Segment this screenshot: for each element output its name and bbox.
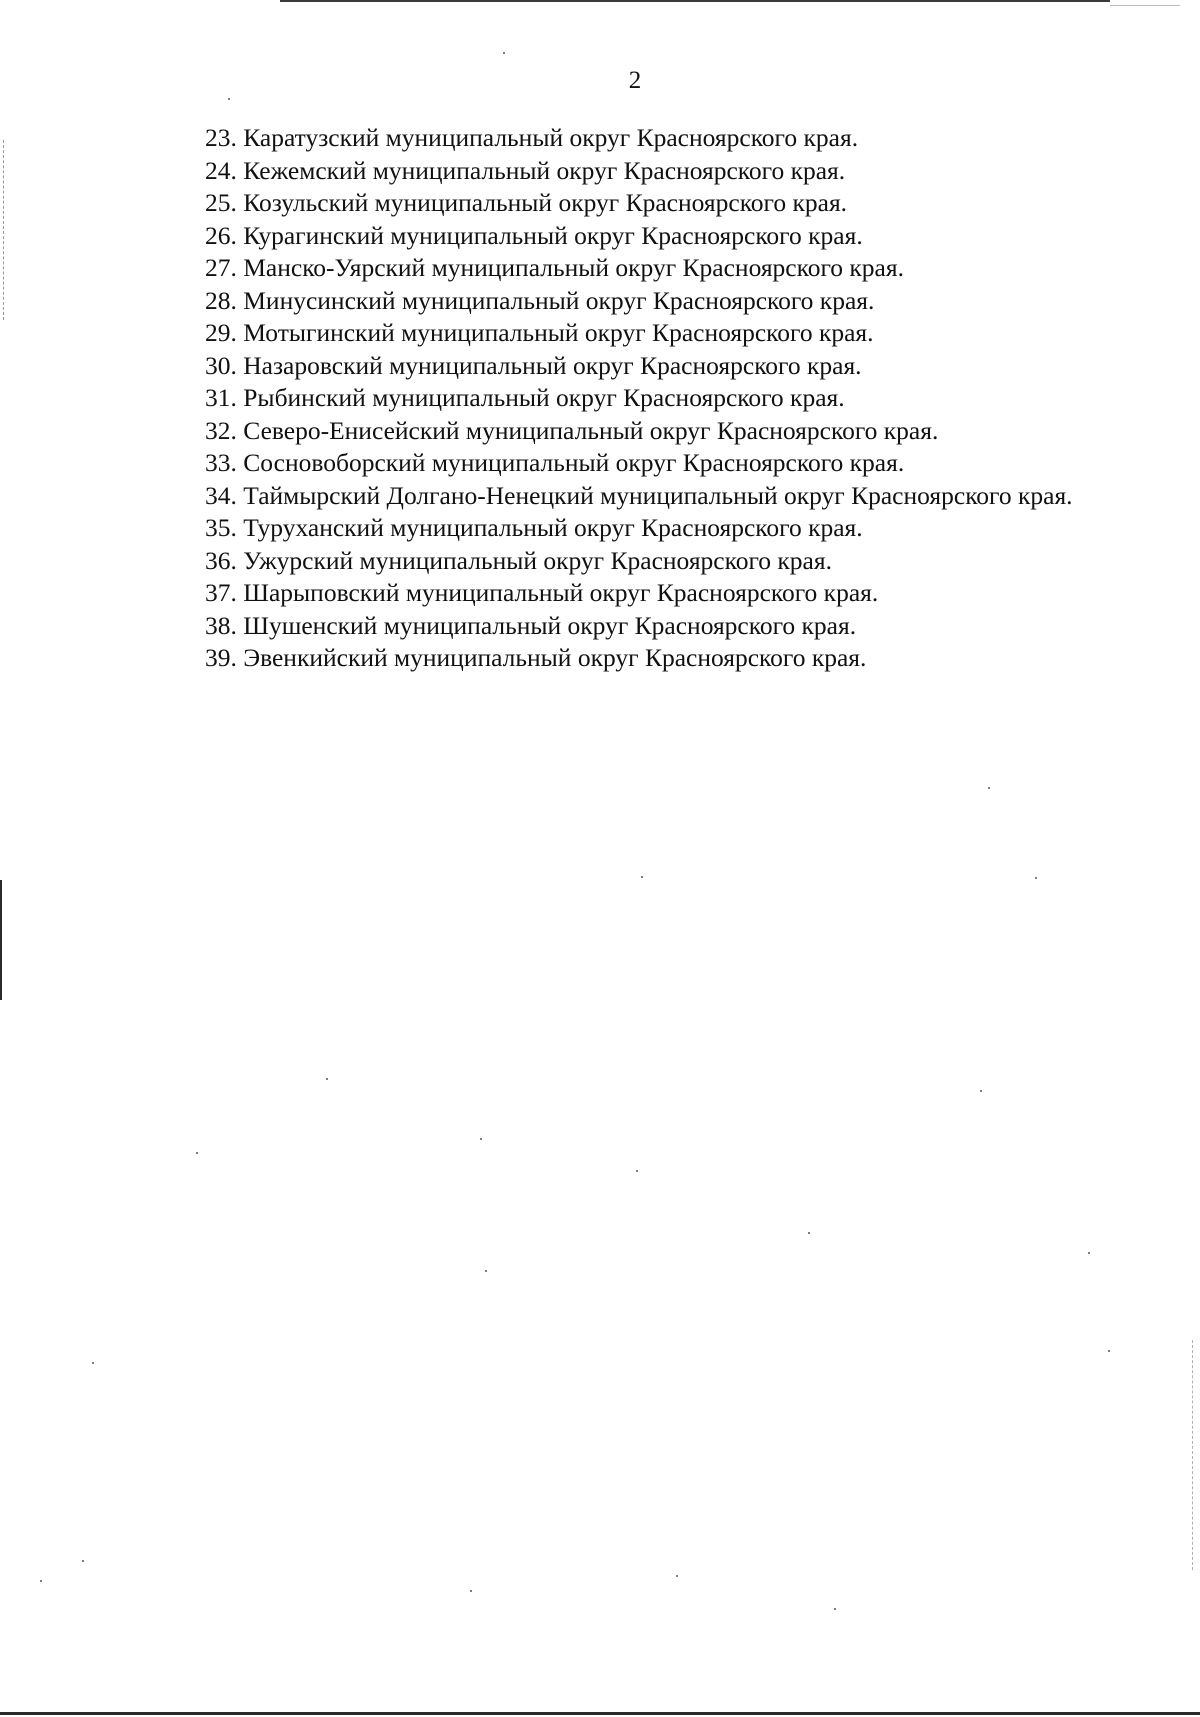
item-number: 24.	[205, 155, 237, 185]
item-number: 37.	[205, 578, 237, 607]
scan-top-rule-faint	[1110, 5, 1180, 6]
scan-speck	[834, 1608, 836, 1610]
scan-speck	[988, 787, 990, 789]
list-item	[128, 480, 1118, 513]
scan-speck	[40, 1580, 42, 1582]
item-number: 29.	[205, 318, 237, 347]
scan-speck	[82, 1560, 84, 1562]
scan-speck	[1035, 877, 1037, 879]
item-number: 30.	[205, 350, 237, 380]
item-text: Северо-Енисейский муниципальный округ Красноярского края.	[243, 415, 939, 445]
scan-speck	[196, 1152, 198, 1154]
item-number: 35.	[205, 513, 237, 542]
item-number: 32.	[205, 415, 237, 445]
item-text: Туруханский муниципальный округ Красноярского края.	[243, 513, 863, 542]
item-number: 27.	[205, 253, 237, 282]
item-number: 23.	[205, 123, 237, 152]
item-text: Шарыповский муниципальный округ Красноярского края.	[243, 578, 879, 607]
item-text: Каратузский муниципальный округ Красноярского края.	[243, 123, 859, 152]
scan-speck	[480, 1138, 482, 1140]
scan-top-rule	[280, 0, 1110, 2]
scan-speck	[641, 876, 643, 878]
list-item	[128, 122, 1118, 155]
item-number: 26.	[205, 220, 237, 250]
item-text: Ужурский муниципальный округ Красноярского края.	[243, 545, 832, 575]
item-text: Курагинский муниципальный округ Красноярского края.	[243, 220, 863, 250]
list-item	[128, 285, 1118, 318]
item-text: Таймырский Долгано-Ненецкий муниципальный округ Красноярского края.	[243, 480, 1073, 510]
scan-speck	[92, 1362, 94, 1364]
list-item	[128, 155, 1118, 188]
list-item	[128, 642, 1118, 675]
scan-speck	[326, 1078, 328, 1080]
list-item	[128, 545, 1118, 578]
page-number: 2	[628, 67, 642, 94]
scan-bottom-rule	[0, 1712, 1200, 1715]
list-item	[128, 317, 1118, 350]
item-number: 33.	[205, 448, 237, 477]
scan-left-edge	[0, 880, 2, 1000]
list-item	[128, 350, 1118, 383]
list-item	[128, 382, 1118, 415]
scan-speck	[808, 1232, 810, 1234]
list-item	[128, 220, 1118, 253]
item-number: 34.	[205, 480, 237, 510]
scan-speck	[980, 1090, 982, 1092]
item-text: Шушенский муниципальный округ Красноярского края.	[243, 610, 857, 640]
item-text: Кежемский муниципальный округ Красноярского края.	[243, 155, 846, 185]
scan-speck	[1088, 1252, 1090, 1254]
scan-right-edge-dashed	[1192, 1340, 1194, 1570]
list-item	[128, 187, 1118, 220]
scan-speck	[676, 1575, 678, 1577]
scan-speck	[1108, 1350, 1110, 1352]
list-item	[128, 577, 1118, 610]
list-item	[128, 610, 1118, 643]
scan-left-edge-dashed	[3, 140, 5, 320]
item-text: Манско-Уярский муниципальный округ Красноярского края.	[243, 253, 904, 282]
list-item	[128, 252, 1118, 285]
scan-speck	[228, 98, 230, 100]
list-item	[128, 447, 1118, 480]
item-text: Минусинский муниципальный округ Красноярского края.	[243, 285, 875, 315]
item-text: Назаровский муниципальный округ Красноярского края.	[243, 350, 862, 380]
list-item	[128, 512, 1118, 545]
scan-speck	[503, 52, 505, 54]
item-number: 36.	[205, 545, 237, 575]
scan-speck	[636, 1170, 638, 1172]
list-item	[128, 415, 1118, 448]
item-text: Эвенкийский муниципальный округ Красноярского края.	[243, 643, 867, 672]
item-text: Рыбинский муниципальный округ Красноярского края.	[243, 383, 845, 412]
item-text: Сосновоборский муниципальный округ Красноярского края.	[243, 448, 905, 477]
item-number: 31.	[205, 383, 237, 412]
item-text: Мотыгинский муниципальный округ Красноярского края.	[243, 318, 874, 347]
district-list	[128, 122, 1118, 675]
item-text: Козульский муниципальный округ Красноярского края.	[243, 188, 848, 217]
scan-speck	[470, 1590, 472, 1592]
scan-speck	[485, 1270, 487, 1272]
item-number: 39.	[205, 643, 237, 672]
item-number: 28.	[205, 285, 237, 315]
item-number: 38.	[205, 610, 237, 640]
item-number: 25.	[205, 188, 237, 217]
